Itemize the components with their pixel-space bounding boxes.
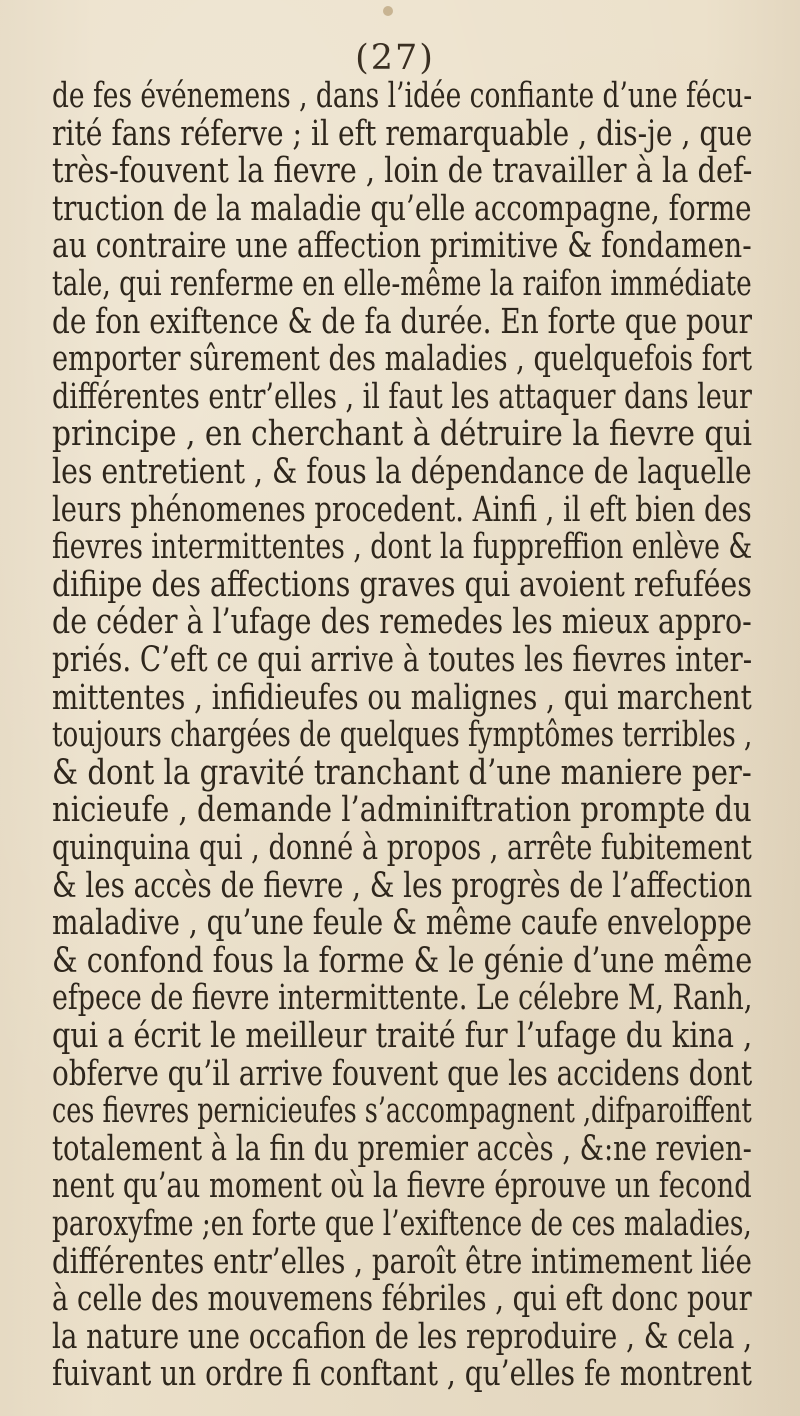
- text-line: & dont la gravité tranchant d’une maniere per-: [52, 752, 752, 793]
- text-line: à celle des mouvemens fébriles , qui eft donc pour: [52, 1279, 752, 1320]
- text-line: tale, qui renferme en elle-même la raifon immédiate: [52, 264, 752, 304]
- text-line: mittentes , infidieufes ou malignes , qui marchent: [52, 677, 752, 718]
- text-line: au contraire une affection primitive & fondamen-: [52, 226, 752, 267]
- page-number: (27): [355, 38, 435, 78]
- text-line: nent qu’au moment où la fievre éprouve un fecond: [52, 1166, 752, 1207]
- text-line: ces fievres pernicieufes s’accompagnent ,difparoiffent: [52, 1091, 752, 1132]
- text-line: difiipe des affections graves qui avoient refufées: [52, 564, 752, 605]
- text-line: de fes événemens , dans l’idée confiante d’une fécu-: [52, 76, 753, 116]
- text-line: quinquina qui , donné à propos , arrête fubitement: [52, 828, 752, 868]
- text-line: de fon exiftence & de fa durée. En forte que pour: [52, 301, 752, 342]
- text-line: principe , en cherchant à détruire la fievre qui: [52, 414, 753, 455]
- text-line: leurs phénomenes procedent. Ainfi , il eft bien des: [52, 489, 752, 530]
- text-line: totalement à la fin du premier accès , &:ne revien-: [52, 1128, 752, 1169]
- text-line: de céder à l’ufage des remedes les mieux appro-: [52, 602, 752, 643]
- text-line: les entretient , & fous la dépendance de laquelle: [52, 452, 752, 492]
- text-line: efpece de fievre intermittente. Le célebre M, Ranh,: [52, 978, 753, 1019]
- text-line: maladive , qu’une feule & même caufe enveloppe: [52, 903, 752, 944]
- text-line: emporter sûrement des maladies , quelquefois fort: [52, 339, 753, 380]
- text-line: obferve qu’il arrive fouvent que les accidens dont: [52, 1053, 753, 1094]
- text-line: priés. C’eft ce qui arrive à toutes les fievres inter-: [52, 640, 753, 680]
- text-line: fuivant un ordre fi conftant , qu’elles fe montrent: [52, 1354, 752, 1395]
- text-line: différentes entr’elles , paroît être intimement liée: [52, 1241, 752, 1282]
- text-line: truction de la maladie qu’elle accompagne, forme: [52, 188, 752, 229]
- text-line: paroxyfme ;en forte que l’exiftence de ces maladies,: [52, 1204, 752, 1244]
- text-line: fievres intermittentes , dont la fuppreffion enlève &: [52, 527, 753, 568]
- text-line: & confond fous la forme & le génie d’une même: [52, 940, 753, 981]
- text-line: qui a écrit le meilleur traité fur l’ufage du kina ,: [52, 1016, 753, 1056]
- text-line: différentes entr’elles , il faut les attaquer dans leur: [52, 376, 752, 417]
- text-line: nicieufe , demande l’adminiftration prompte du: [52, 790, 752, 831]
- text-line: rité fans réferve ; il eft remarquable , dis-je , que: [52, 113, 753, 154]
- ink-spot: [383, 6, 393, 16]
- text-line: très-fouvent la fievre , loin de travailler à la def-: [52, 151, 753, 192]
- text-line: toujours chargées de quelques fymptômes terribles ,: [52, 715, 753, 756]
- text-line: & les accès de fievre , & les progrès de l’affection: [52, 865, 753, 906]
- text-line: la nature une occafion de les reproduire , & cela ,: [52, 1316, 753, 1357]
